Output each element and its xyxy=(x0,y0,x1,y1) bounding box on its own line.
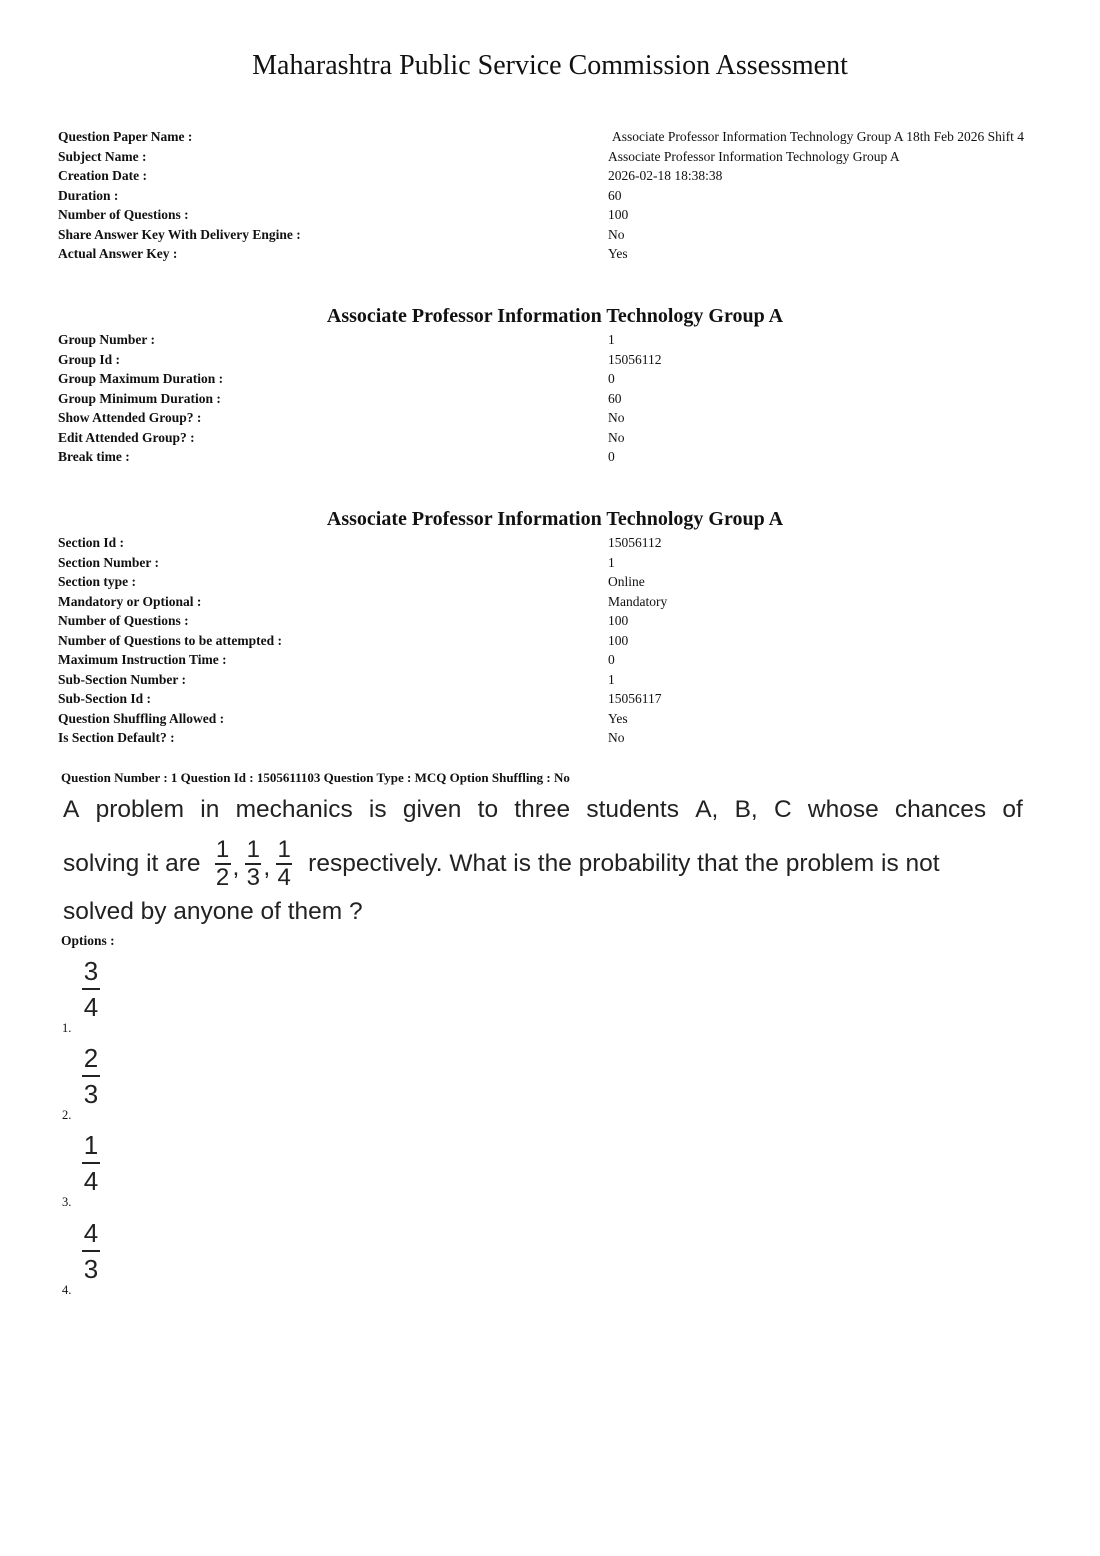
info-row xyxy=(58,330,1058,350)
info-key: Section Number : xyxy=(58,554,159,570)
fraction-numerator: 2 xyxy=(83,1043,99,1073)
option-fraction xyxy=(82,956,100,1022)
info-key: Duration : xyxy=(58,187,119,203)
group-heading: Associate Professor Information Technology Group A xyxy=(326,305,784,327)
info-key: Mandatory or Optional : xyxy=(58,593,202,609)
question-word: mechanics xyxy=(235,796,353,823)
info-row xyxy=(58,572,1058,592)
info-value: 2026-02-18 18:38:38 xyxy=(608,168,723,183)
info-row xyxy=(58,350,1058,370)
info-value: 100 xyxy=(608,207,629,222)
info-key: Question Paper Name : xyxy=(58,129,193,144)
info-row xyxy=(58,611,1058,631)
question-text-segment: respectively. What is the probability that the problem is not xyxy=(308,850,940,877)
info-key: Is Section Default? : xyxy=(58,730,175,745)
info-row xyxy=(58,447,1058,467)
question-line xyxy=(63,836,940,892)
fraction-numerator: 1 xyxy=(83,1130,99,1160)
page-title: Maharashtra Public Service Commission Assessment xyxy=(252,50,848,81)
comma: , xyxy=(263,854,271,881)
info-value: 1 xyxy=(608,332,615,347)
info-row xyxy=(58,533,1058,553)
info-key: Group Number : xyxy=(58,332,156,347)
info-row xyxy=(58,650,1058,670)
fraction-denominator: 2 xyxy=(215,864,230,891)
question-word: problem xyxy=(95,796,185,823)
info-row xyxy=(58,147,1058,167)
group-info-table xyxy=(58,330,1058,467)
fraction-denominator: 4 xyxy=(277,864,291,891)
info-value: 60 xyxy=(608,187,622,203)
info-value: 15056117 xyxy=(608,691,662,706)
info-value: 0 xyxy=(608,371,615,386)
info-value: 100 xyxy=(608,613,629,628)
info-key: Number of Questions : xyxy=(58,613,189,628)
info-value: 0 xyxy=(608,652,615,667)
info-row xyxy=(58,592,1058,612)
fraction-bar xyxy=(82,1250,100,1252)
question-word: to xyxy=(477,796,499,823)
fraction-numerator: 1 xyxy=(215,836,230,863)
option-number: 4. xyxy=(62,1283,72,1297)
fraction-denominator: 3 xyxy=(83,1079,99,1109)
question-word: B, xyxy=(734,796,758,823)
info-key: Share Answer Key With Delivery Engine : xyxy=(58,226,301,242)
fraction-denominator: 4 xyxy=(83,1166,99,1196)
info-value: Yes xyxy=(608,710,628,726)
question-meta: Question Number : 1 Question Id : 1505611103 Question Type : MCQ Option Shuffling : No xyxy=(61,770,570,785)
info-row xyxy=(58,631,1058,651)
info-value: 1 xyxy=(608,554,615,570)
info-key: Actual Answer Key : xyxy=(58,246,178,261)
option-fraction xyxy=(82,1043,100,1109)
info-row xyxy=(58,225,1058,245)
info-key: Section type : xyxy=(58,574,136,589)
option-number: 2. xyxy=(62,1108,72,1122)
fraction-numerator: 1 xyxy=(277,836,291,863)
question-line: solved by anyone of them ? xyxy=(63,898,363,925)
comma: , xyxy=(232,854,240,881)
fraction-denominator: 3 xyxy=(246,864,261,891)
info-value: 0 xyxy=(608,449,615,464)
info-key: Question Shuffling Allowed : xyxy=(58,710,225,726)
fraction xyxy=(276,837,292,891)
question-word: is xyxy=(368,796,387,823)
info-key: Subject Name : xyxy=(58,148,147,164)
info-row xyxy=(58,127,1058,147)
section-heading: Associate Professor Information Technology Group A xyxy=(326,508,784,530)
question-word: C xyxy=(773,796,792,823)
question-line xyxy=(63,796,1023,824)
info-row xyxy=(58,369,1058,389)
info-row xyxy=(58,186,1058,206)
info-value: Online xyxy=(608,574,645,589)
info-key: Group Maximum Duration : xyxy=(58,371,224,386)
option-fraction xyxy=(82,1130,100,1196)
option-number: 3. xyxy=(62,1195,72,1209)
info-row xyxy=(58,408,1058,428)
question-word: A, xyxy=(695,796,719,823)
fraction-numerator: 3 xyxy=(83,956,99,986)
info-key: Maximum Instruction Time : xyxy=(58,652,227,667)
info-row xyxy=(58,389,1058,409)
info-row xyxy=(58,553,1058,573)
info-value: Associate Professor Information Technology Group A 18th Feb 2026 Shift 4 xyxy=(612,129,1025,144)
question-word: students xyxy=(586,796,679,823)
info-value: No xyxy=(608,730,625,745)
info-row xyxy=(58,166,1058,186)
info-row xyxy=(58,244,1058,264)
options-label: Options : xyxy=(61,933,115,948)
info-row xyxy=(58,205,1058,225)
info-key: Show Attended Group? : xyxy=(58,410,202,425)
fraction-numerator: 4 xyxy=(83,1218,99,1248)
info-key: Edit Attended Group? : xyxy=(58,429,195,445)
info-value: Yes xyxy=(608,246,628,261)
info-row xyxy=(58,728,1058,748)
question-word: A xyxy=(63,796,80,823)
question-word: three xyxy=(514,796,571,823)
fraction-denominator: 3 xyxy=(83,1254,99,1284)
info-key: Break time : xyxy=(58,449,130,464)
question-text-segment: solving it are xyxy=(63,850,201,877)
info-value: 1 xyxy=(608,671,615,687)
info-value: Mandatory xyxy=(608,593,668,609)
info-row xyxy=(58,709,1058,729)
question-word: of xyxy=(1002,796,1023,823)
info-value: 60 xyxy=(608,390,622,406)
info-key: Section Id : xyxy=(58,535,125,550)
question-word: whose xyxy=(807,796,879,823)
info-value: 15056112 xyxy=(608,351,662,367)
info-row xyxy=(58,670,1058,690)
info-key: Sub-Section Number : xyxy=(58,671,187,687)
info-value: No xyxy=(608,429,625,445)
info-value: 15056112 xyxy=(608,535,662,550)
paper-info-table xyxy=(58,127,1058,264)
fraction-denominator: 4 xyxy=(83,992,99,1022)
info-key: Number of Questions : xyxy=(58,207,189,222)
fraction xyxy=(215,837,231,891)
info-value: No xyxy=(608,410,625,425)
info-value: Associate Professor Information Technology Group A xyxy=(608,148,900,164)
info-key: Sub-Section Id : xyxy=(58,691,152,706)
fraction-bar xyxy=(82,1162,100,1164)
fraction-bar xyxy=(82,1075,100,1077)
fraction-numerator: 1 xyxy=(246,836,261,863)
info-key: Creation Date : xyxy=(58,168,147,183)
info-key: Group Id : xyxy=(58,351,121,367)
info-value: 100 xyxy=(608,632,629,648)
info-key: Number of Questions to be attempted : xyxy=(58,632,282,648)
question-word: in xyxy=(200,796,220,823)
option-number: 1. xyxy=(62,1021,72,1035)
question-word: given xyxy=(402,796,462,823)
info-row xyxy=(58,689,1058,709)
info-value: No xyxy=(608,226,625,242)
question-word: chances xyxy=(894,796,987,823)
info-row xyxy=(58,428,1058,448)
info-key: Group Minimum Duration : xyxy=(58,390,221,406)
fraction xyxy=(245,837,261,891)
fraction-bar xyxy=(82,988,100,990)
option-fraction xyxy=(82,1218,100,1284)
section-info-table xyxy=(58,533,1058,748)
